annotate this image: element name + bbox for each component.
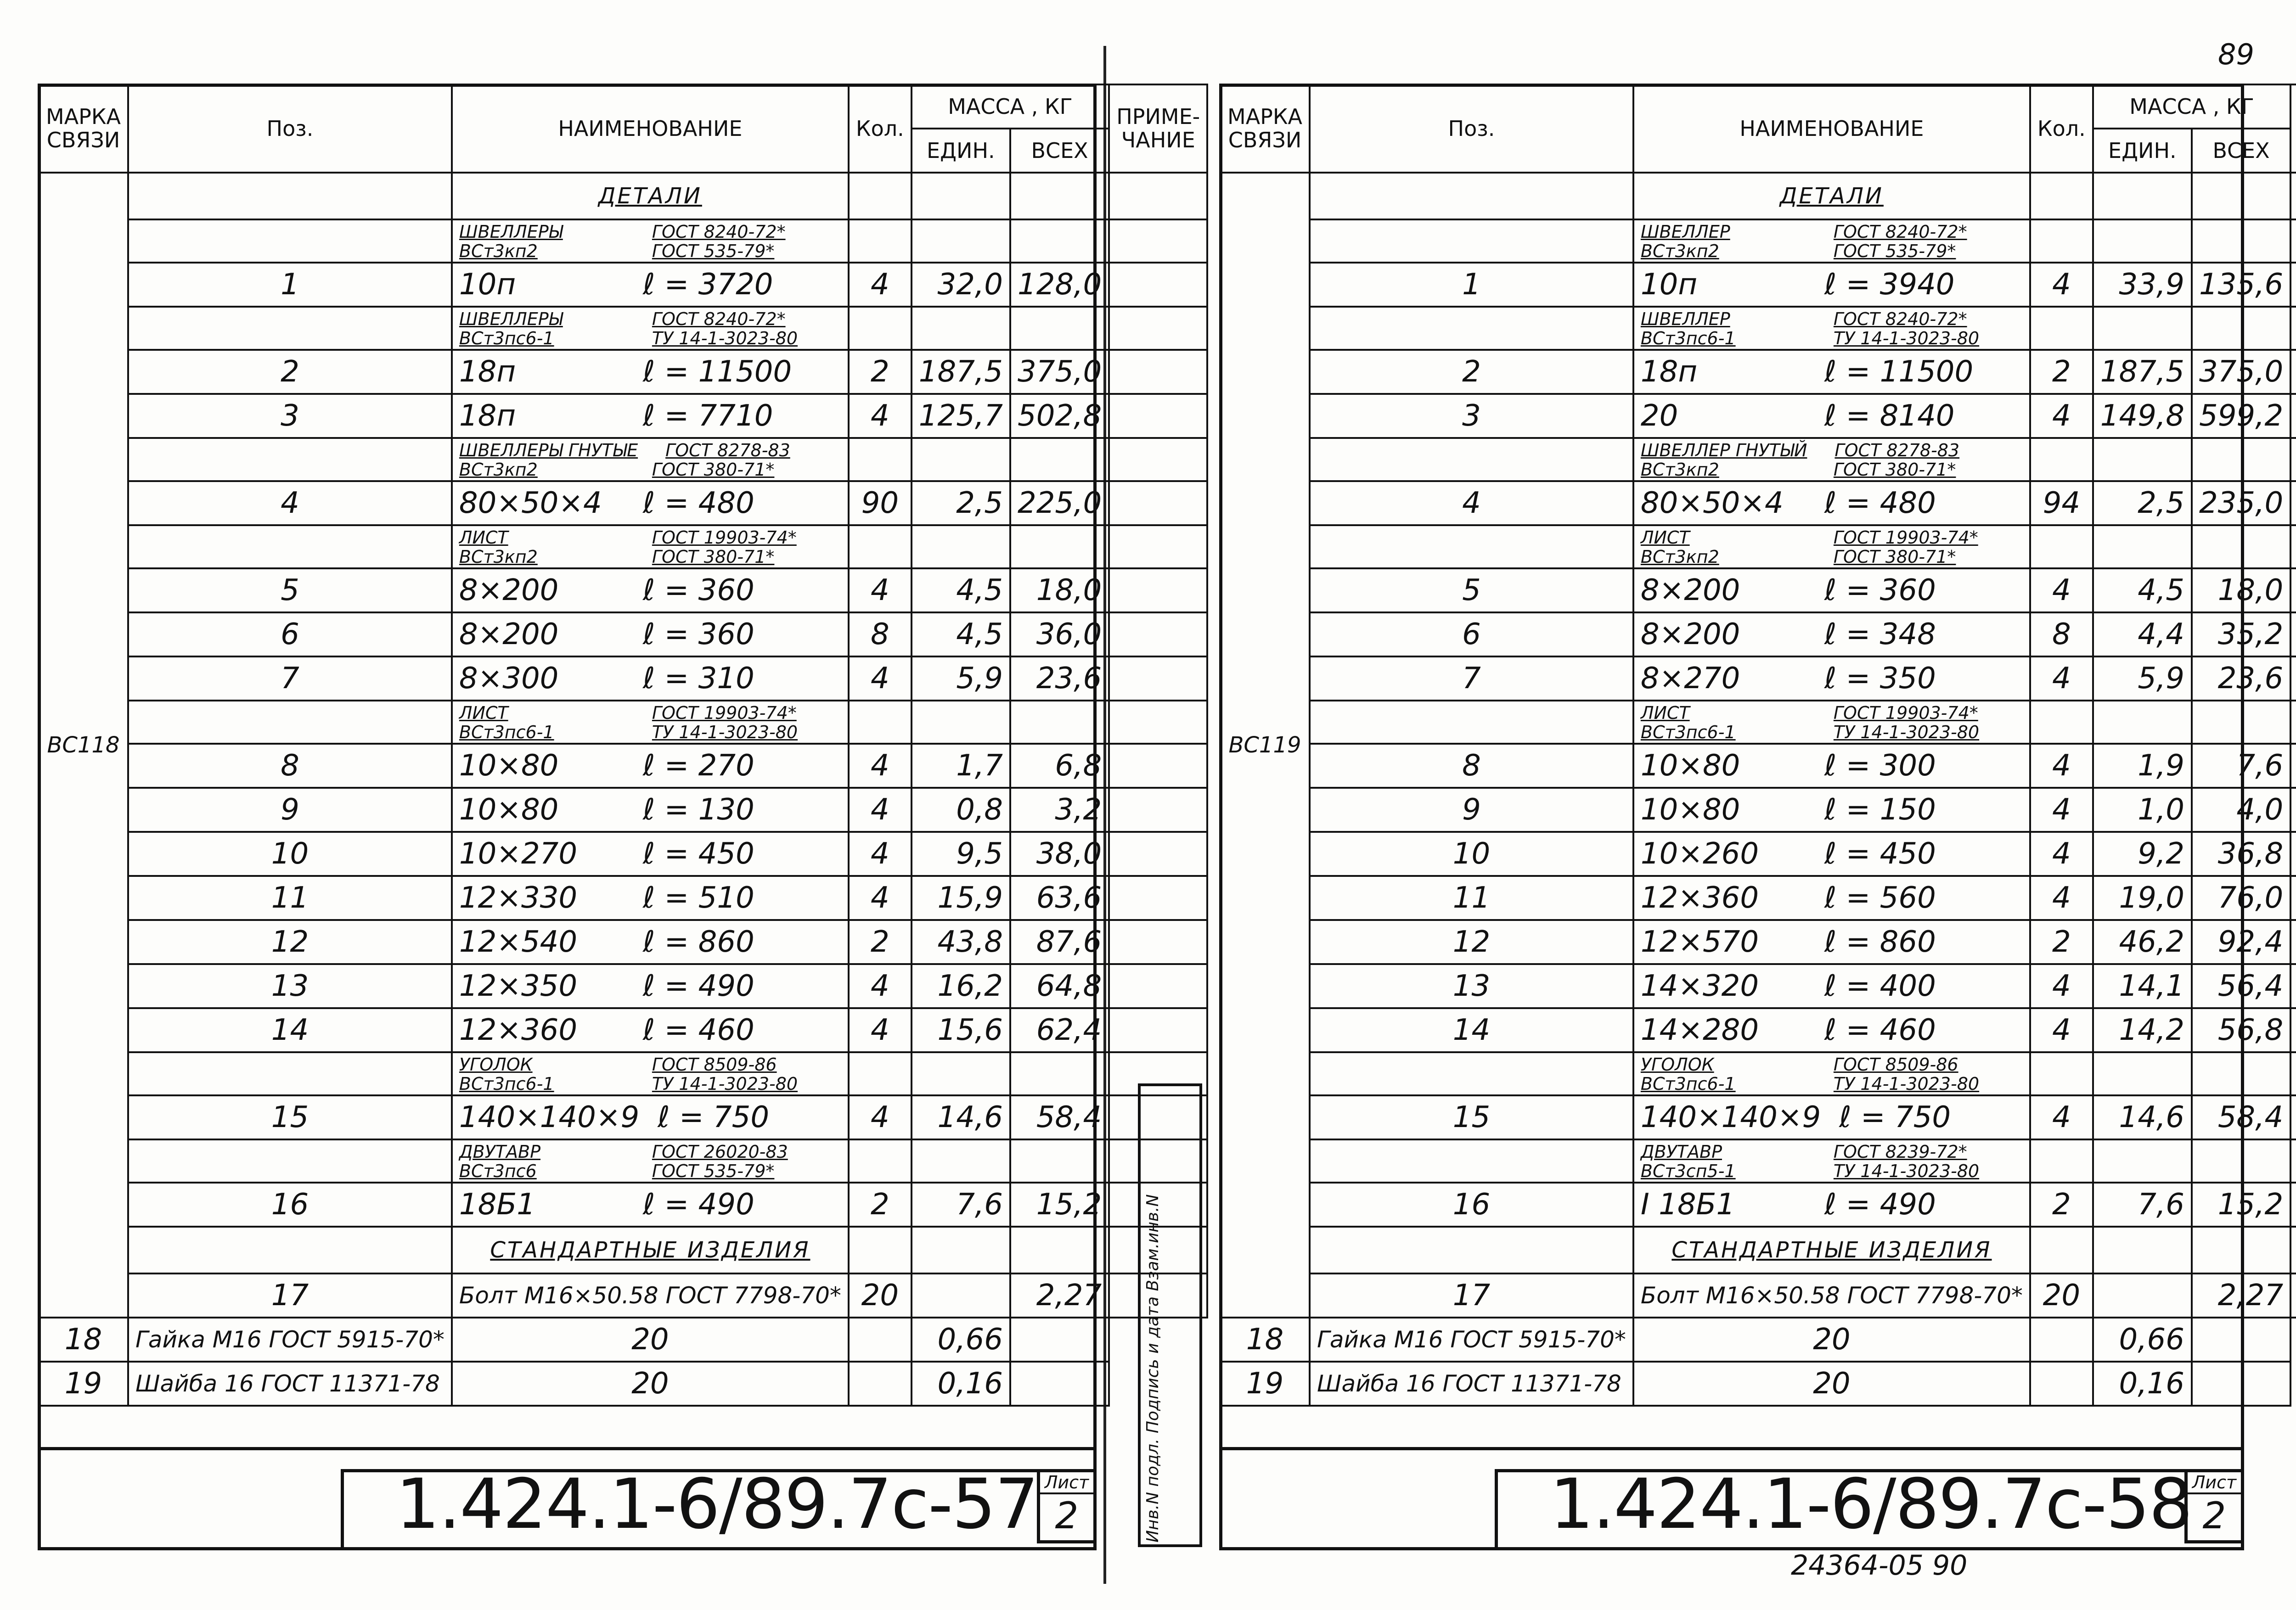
header-subrow: ЕДИН. ВСЕХ — [1220, 129, 2296, 173]
section-title: ДЕТАЛИ — [452, 173, 849, 219]
table-row: 18 Гайка М16 ГОСТ 5915-70* 20 0,66 — [1220, 1318, 2296, 1362]
material-row: ШВЕЛЛЕР ГОСТ 8240-72* ВСт3кп2 ГОСТ 535-79* — [1220, 219, 2296, 263]
footer-number: 24364-05 90 — [1791, 1549, 1968, 1582]
table-row: 19 Шайба 16 ГОСТ 11371-78 20 0,16 — [1220, 1362, 2296, 1406]
table-row: 18 Гайка М16 ГОСТ 5915-70* 20 0,66 — [39, 1318, 1207, 1362]
header-pos: Поз. — [128, 84, 452, 173]
table-row: 7 8×270 ℓ = 350 4 5,9 23,6 — [1220, 656, 2296, 701]
section-row — [39, 173, 1207, 219]
material-row: ЛИСТ ГОСТ 19903-74* ВСт3пс6-1 ТУ 14-1-3023-80 — [1220, 701, 2296, 744]
table-row: 3 18п ℓ = 7710 4 125,7 502,8 — [39, 394, 1207, 438]
mark-cell: ВС118 — [39, 173, 128, 1318]
material-row: ДВУТАВР ГОСТ 8239-72* ВСт3сп5-1 ТУ 14-1-3023-80 — [1220, 1139, 2296, 1183]
frame-line — [38, 1447, 1097, 1450]
table-row: 11 12×360 ℓ = 560 4 19,0 76,0 — [1220, 876, 2296, 920]
section-title: ДЕТАЛИ — [1633, 173, 2030, 219]
table-row: 10 10×260 ℓ = 450 4 9,2 36,8 — [1220, 832, 2296, 876]
section-row — [39, 1227, 1207, 1273]
table-row: 15 140×140×9 ℓ = 750 4 14,6 58,4 — [39, 1095, 1207, 1139]
table-row: 1 10п ℓ = 3720 4 32,0 128,0 — [39, 263, 1207, 307]
table-row: 8 10×80 ℓ = 300 4 1,9 7,6 — [1220, 744, 2296, 788]
header-row — [39, 84, 1207, 129]
material-row: ШВЕЛЛЕРЫ ГОСТ 8240-72* ВСт3пс6-1 ТУ 14-1-3023-80 — [39, 307, 1207, 350]
material-row: ШВЕЛЛЕР ГОСТ 8240-72* ВСт3пс6-1 ТУ 14-1-3023-80 — [1220, 307, 2296, 350]
header-name: НАИМЕНОВАНИЕ — [452, 84, 849, 173]
section-row — [1220, 173, 2296, 219]
table-row: 6 8×200 ℓ = 348 8 4,4 35,2 — [1220, 612, 2296, 656]
table-row: 5 8×200 ℓ = 360 4 4,5 18,0 — [1220, 568, 2296, 612]
material-row: ЛИСТ ГОСТ 19903-74* ВСт3кп2 ГОСТ 380-71* — [39, 525, 1207, 568]
material-row: ШВЕЛЛЕРЫ ГОСТ 8240-72* ВСт3кп2 ГОСТ 535-79* — [39, 219, 1207, 263]
side-stamp-text: Инв.N подл. Подпись и дата Взам.инв.N — [1143, 1194, 1162, 1543]
table-row: 2 18п ℓ = 11500 2 187,5 375,0 — [39, 350, 1207, 394]
header-unit: ЕДИН. — [912, 129, 1010, 173]
spec-table-left — [38, 84, 1208, 1407]
frame-line — [1219, 1447, 2244, 1450]
sheet-box — [1037, 1469, 1097, 1543]
mark-cell: ВС119 — [1220, 173, 1310, 1318]
section-title: СТАНДАРТНЫЕ ИЗДЕЛИЯ — [1633, 1227, 2030, 1273]
material-row: ШВЕЛЛЕР ГНУТЫЙ ГОСТ 8278-83 ВСт3кп2 ГОСТ 380-71* — [1220, 438, 2296, 481]
table-row: 3 20 ℓ = 8140 4 149,8 599,2 — [1220, 394, 2296, 438]
table-row: 8 10×80 ℓ = 270 4 1,7 6,8 — [39, 744, 1207, 788]
material-row: ЛИСТ ГОСТ 19903-74* ВСт3кп2 ГОСТ 380-71* — [1220, 525, 2296, 568]
header-total: ВСЕХ — [1010, 129, 1109, 173]
table-row: 10 10×270 ℓ = 450 4 9,5 38,0 — [39, 832, 1207, 876]
sheet-box — [2184, 1469, 2244, 1543]
table-row: 19 Шайба 16 ГОСТ 11371-78 20 0,16 — [39, 1362, 1207, 1406]
table-row: 13 14×320 ℓ = 400 4 14,1 56,4 — [1220, 964, 2296, 1008]
table-row: 12 12×540 ℓ = 860 2 43,8 87,6 — [39, 920, 1207, 964]
table-row: 11 12×330 ℓ = 510 4 15,9 63,6 — [39, 876, 1207, 920]
material-row: ШВЕЛЛЕРЫ ГНУТЫЕ ГОСТ 8278-83 ВСт3кп2 ГОСТ 380-71* — [39, 438, 1207, 481]
table-row: 5 8×200 ℓ = 360 4 4,5 18,0 — [39, 568, 1207, 612]
sheet-right — [1219, 84, 2284, 1550]
table-row: 15 140×140×9 ℓ = 750 4 14,6 58,4 — [1220, 1095, 2296, 1139]
table-row: 12 12×570 ℓ = 860 2 46,2 92,4 — [1220, 920, 2296, 964]
material-row: УГОЛОК ГОСТ 8509-86 ВСт3пс6-1 ТУ 14-1-3023-80 — [39, 1052, 1207, 1095]
header-mass: МАССА , КГ — [912, 84, 1109, 129]
material-row: ЛИСТ ГОСТ 19903-74* ВСт3пс6-1 ТУ 14-1-3023-80 — [39, 701, 1207, 744]
sheet-label: Лист — [2188, 1472, 2241, 1494]
table-row: 1 10п ℓ = 3940 4 33,9 135,6 — [1220, 263, 2296, 307]
sheet-number: 2 — [1055, 1494, 1079, 1537]
table-row: 9 10×80 ℓ = 150 4 1,0 4,0 — [1220, 788, 2296, 832]
header-mark: МАРКА СВЯЗИ — [39, 84, 128, 173]
table-row: 16 18Б1 ℓ = 490 2 7,6 15,2 — [39, 1183, 1207, 1227]
sheet-number: 2 — [2202, 1494, 2226, 1537]
table-row: 6 8×200 ℓ = 360 8 4,5 36,0 — [39, 612, 1207, 656]
section-title: СТАНДАРТНЫЕ ИЗДЕЛИЯ — [452, 1227, 849, 1273]
sheet-label: Лист — [1040, 1472, 1093, 1494]
table-row: 4 80×50×4 ℓ = 480 90 2,5 225,0 — [39, 481, 1207, 525]
table-row: 17 Болт М16×50.58 ГОСТ 7798-70* 20 2,27 — [1220, 1273, 2296, 1318]
header-note: ПРИМЕ-ЧАНИЕ — [1109, 84, 1207, 173]
material-row: ДВУТАВР ГОСТ 26020-83 ВСт3пс6 ГОСТ 535-79* — [39, 1139, 1207, 1183]
table-row: 14 14×280 ℓ = 460 4 14,2 56,8 — [1220, 1008, 2296, 1052]
material-row: УГОЛОК ГОСТ 8509-86 ВСт3пс6-1 ТУ 14-1-3023-80 — [1220, 1052, 2296, 1095]
table-row: 16 I 18Б1 ℓ = 490 2 7,6 15,2 — [1220, 1183, 2296, 1227]
header-row: МАРКА СВЯЗИ Поз. НАИМЕНОВАНИЕ Кол. МАССА , КГ — [1220, 84, 2296, 129]
table-row: 2 18п ℓ = 11500 2 187,5 375,0 — [1220, 350, 2296, 394]
header-qty: Кол. — [849, 84, 912, 173]
table-row: 13 12×350 ℓ = 490 4 16,2 64,8 — [39, 964, 1207, 1008]
table-row: 17 Болт М16×50.58 ГОСТ 7798-70* 20 2,27 — [39, 1273, 1207, 1318]
table-row: 4 80×50×4 ℓ = 480 94 2,5 235,0 — [1220, 481, 2296, 525]
spec-table-right — [1219, 84, 2296, 1407]
table-row: 14 12×360 ℓ = 460 4 15,6 62,4 — [39, 1008, 1207, 1052]
document-code: 1.424.1-6/89.7с-57 — [396, 1464, 1038, 1544]
table-row: 7 8×300 ℓ = 310 4 5,9 23,6 — [39, 656, 1207, 701]
section-row — [1220, 1227, 2296, 1273]
page-number: 89 — [2218, 38, 2254, 71]
table-row: 9 10×80 ℓ = 130 4 0,8 3,2 — [39, 788, 1207, 832]
document-code: 1.424.1-6/89.7с-58 — [1550, 1464, 2192, 1544]
